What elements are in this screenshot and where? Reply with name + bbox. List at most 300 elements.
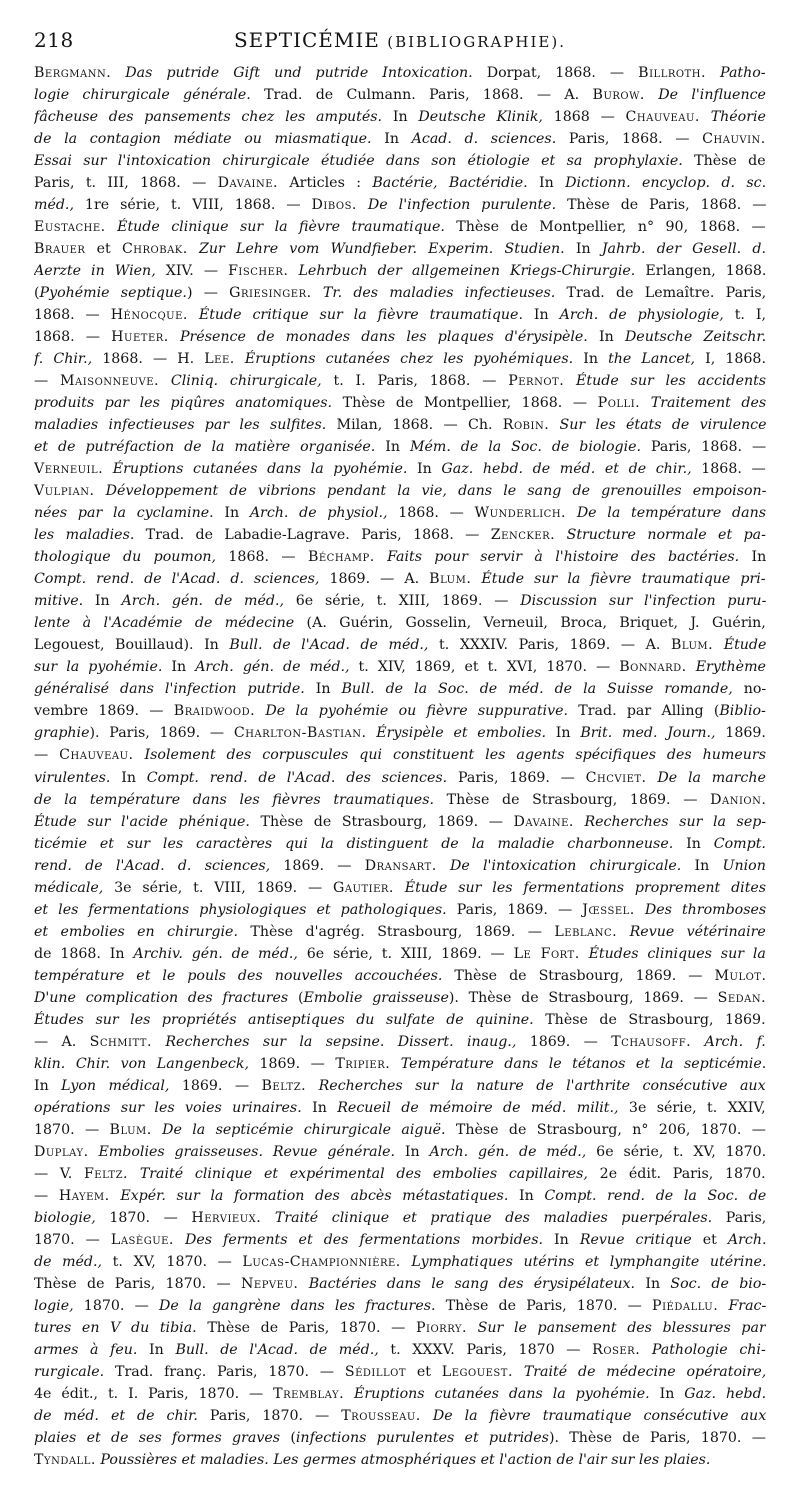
citation-text bbox=[94, 483, 105, 499]
title-text: Union bbox=[722, 857, 766, 874]
title-text: rurgicale. bbox=[34, 1363, 105, 1380]
text-line bbox=[34, 656, 766, 678]
text-line bbox=[34, 1119, 766, 1141]
text-line bbox=[34, 62, 766, 84]
title-text: généralisé dans l'infection putride. bbox=[34, 681, 305, 698]
author-name: Piédallu. bbox=[652, 1297, 719, 1314]
title-text: klin. Chir. von Langenbeck, bbox=[34, 1055, 249, 1072]
citation-text bbox=[687, 659, 696, 675]
title-text: Érysipèle et embolies. bbox=[376, 725, 547, 742]
title-text: De l'intoxication chirurgicale. bbox=[449, 857, 682, 874]
text-line bbox=[34, 811, 766, 833]
title-text: les maladies. bbox=[34, 527, 135, 544]
title-text: Zur Lehre vom Wundfieber. Experim. Studien. bbox=[199, 241, 565, 258]
title-text: Structure normale et pa- bbox=[566, 527, 766, 544]
text-line bbox=[34, 480, 766, 502]
author-name: Tripier. bbox=[335, 1055, 391, 1072]
citation-text: 1870. — bbox=[34, 1121, 110, 1138]
text-line bbox=[34, 414, 766, 436]
author-name: Leblanc. bbox=[554, 923, 618, 940]
citation-text: In bbox=[301, 1099, 338, 1116]
citation-text: Thèse d'agrég. Strasbourg, 1869. — bbox=[237, 923, 555, 940]
author-name: Béchamp. bbox=[307, 549, 375, 566]
text-line bbox=[34, 1251, 766, 1273]
citation-text bbox=[375, 549, 387, 565]
title-text: Embolies graisseuses. Revue générale. bbox=[98, 1143, 396, 1160]
title-text: Compt. rend. de la Soc. de bbox=[544, 1187, 766, 1204]
citation-text: — V. bbox=[34, 1165, 84, 1182]
title-text: produits par les piqûres anatomiques. bbox=[34, 395, 333, 412]
title-text: Compt. rend. de l'Acad. d. sciences, bbox=[34, 571, 320, 588]
citation-text: t. XXXIV. Paris, 1869. — A. bbox=[428, 637, 671, 654]
citation-text bbox=[390, 1056, 401, 1072]
text-line bbox=[34, 700, 766, 722]
citation-text: In bbox=[213, 505, 250, 522]
author-name: Duplay. bbox=[34, 1143, 89, 1160]
text-line bbox=[34, 238, 766, 260]
citation-text bbox=[106, 219, 117, 235]
citation-text bbox=[188, 307, 199, 323]
citation-text: t. I. Paris, 1868. — bbox=[321, 373, 509, 390]
title-text: De la température dans bbox=[576, 505, 766, 522]
text-line bbox=[34, 502, 766, 524]
author-name: Nepveu. bbox=[240, 1275, 299, 1292]
citation-text bbox=[298, 1276, 308, 1292]
citation-text bbox=[635, 902, 645, 918]
text-line bbox=[34, 943, 766, 965]
citation-text: 1869. — bbox=[270, 857, 365, 874]
title-text: Arch. gén. de méd., bbox=[429, 1143, 587, 1160]
citation-text bbox=[367, 725, 377, 741]
citation-text: 1869. bbox=[715, 725, 766, 742]
title-text: Température dans le tétanos et la septicémie. bbox=[400, 1055, 766, 1072]
title-text: Gaz. hebd. bbox=[684, 1385, 766, 1402]
citation-text: I, 1868. bbox=[695, 351, 766, 368]
citation-text bbox=[617, 924, 629, 940]
title-text: Revue critique bbox=[579, 1231, 692, 1248]
author-name: Dibos. bbox=[311, 197, 357, 214]
citation-text: In bbox=[573, 351, 609, 368]
citation-text: ( bbox=[34, 285, 40, 302]
author-name: Hueter. bbox=[111, 329, 169, 346]
text-line bbox=[34, 172, 766, 194]
citation-text: — bbox=[34, 373, 61, 390]
citation-text bbox=[713, 637, 724, 653]
citation-text: In bbox=[137, 1341, 176, 1358]
title-text: Frac- bbox=[728, 1297, 766, 1314]
citation-text: Thèse de Strasbourg, 1869. — bbox=[433, 791, 711, 808]
text-line bbox=[34, 150, 766, 172]
citation-text: In bbox=[162, 659, 196, 676]
text-line bbox=[34, 216, 766, 238]
title-text: et embolies en chirurgie. bbox=[34, 923, 238, 940]
title-text: Arch. bbox=[727, 1231, 766, 1248]
citation-text: ( bbox=[280, 1429, 296, 1446]
author-name: Davaine. bbox=[513, 813, 574, 830]
author-name: Fischer. bbox=[228, 263, 289, 280]
title-text: De la pyohémie ou fièvre suppurative. bbox=[265, 703, 568, 720]
author-name: Sedan. bbox=[717, 989, 766, 1006]
text-line bbox=[34, 833, 766, 855]
citation-text bbox=[111, 65, 125, 81]
text-line bbox=[34, 612, 766, 634]
text-line bbox=[34, 1009, 766, 1031]
text-line bbox=[34, 282, 766, 304]
citation-text: Dorpat, 1868. — bbox=[472, 65, 639, 81]
citation-text: (A. Guérin, Gosselin, Verneuil, Broca, Briquet, J. Guérin, bbox=[294, 615, 766, 632]
author-name: Blum. bbox=[670, 637, 714, 654]
title-text: température et le pouls des nouvelles accouchées. bbox=[34, 967, 443, 984]
citation-text: 3e série, t. VIII, 1869. — bbox=[103, 879, 333, 896]
text-line bbox=[34, 877, 766, 899]
bibliography-text bbox=[34, 62, 766, 1471]
citation-text: 1870. — bbox=[34, 1231, 111, 1248]
text-line bbox=[34, 348, 766, 370]
author-name: Lee. bbox=[204, 351, 235, 368]
citation-text bbox=[261, 1210, 275, 1226]
title-text: Recherches sur la sep- bbox=[584, 813, 766, 830]
citation-text: et bbox=[85, 241, 122, 258]
author-name: Chrobak. bbox=[121, 241, 188, 258]
citation-text: 1869. — bbox=[516, 1033, 612, 1050]
title-text: Des thromboses bbox=[644, 901, 766, 918]
citation-text bbox=[401, 1254, 412, 1270]
text-line bbox=[34, 568, 766, 590]
citation-text: Trad. de Culmann. Paris, 1868. — A. bbox=[250, 87, 593, 104]
title-text: Patho- bbox=[720, 65, 766, 81]
title-text: De la marche bbox=[657, 769, 766, 786]
title-text: opérations sur les voies urinaires. bbox=[34, 1099, 302, 1116]
citation-text bbox=[394, 880, 405, 896]
title-text: Étude bbox=[723, 637, 766, 654]
running-head bbox=[34, 28, 766, 52]
text-line bbox=[34, 458, 766, 480]
title-text: armes à feu. bbox=[34, 1341, 138, 1358]
title-text: Pyohémie septique. bbox=[39, 285, 187, 302]
text-line bbox=[34, 546, 766, 568]
citation-text: Trad. par Alling ( bbox=[568, 703, 720, 720]
text-line bbox=[34, 1273, 766, 1295]
citation-text: Trad. de Labadie-Lagrave. Paris, 1868. — bbox=[134, 527, 491, 544]
citation-text bbox=[89, 1144, 99, 1160]
title-text: de méd. et de chir. bbox=[34, 1407, 198, 1424]
author-name: Schmitt. bbox=[89, 1033, 152, 1050]
citation-text: ). Paris, 1869. — bbox=[89, 725, 234, 742]
author-name: Eustache. bbox=[34, 219, 106, 236]
citation-text: In bbox=[110, 769, 147, 786]
title-text: Arch. gén. de méd., bbox=[121, 593, 284, 610]
citation-text: Thèse de Strasbourg, 1869. — bbox=[442, 967, 715, 984]
citation-text: 1868. — bbox=[34, 307, 111, 324]
title-text: de la température dans les fièvres traumatiques. bbox=[34, 791, 434, 808]
text-line bbox=[34, 260, 766, 282]
title-text: Traité clinique et expérimental des embolies capillaires, bbox=[139, 1165, 588, 1182]
citation-text bbox=[152, 1034, 165, 1050]
citation-text: ). Thèse de Paris, 1870. — bbox=[548, 1429, 766, 1446]
author-name: Bergmann. bbox=[34, 65, 112, 81]
title-text: logie chirurgicale générale. bbox=[34, 87, 251, 104]
citation-text bbox=[555, 527, 566, 543]
text-line bbox=[34, 128, 766, 150]
citation-text: 4e édit., t. I. Paris, 1870. — bbox=[34, 1385, 274, 1402]
running-head-title: SEPTICÉMIE bbox=[233, 28, 380, 52]
title-text: Bull. de l'Acad. de méd., bbox=[229, 637, 429, 654]
citation-text: 1868. — H. bbox=[92, 351, 205, 368]
author-name: Lucas-Championnière. bbox=[242, 1253, 401, 1270]
author-name: Hervieux. bbox=[191, 1209, 262, 1226]
title-text: Dictionn. encyclop. d. sc. bbox=[565, 175, 766, 192]
title-text: Traité clinique et pratique des maladies puerpérales. bbox=[274, 1209, 713, 1226]
title-text: Recherches sur la sepsine. Dissert. inaug., bbox=[165, 1033, 517, 1050]
text-line bbox=[34, 392, 766, 414]
author-name: Chauveau. bbox=[59, 747, 134, 764]
citation-text bbox=[700, 109, 711, 125]
title-text: Discussion sur l'infection puru- bbox=[520, 593, 766, 610]
citation-text: In bbox=[83, 593, 122, 610]
text-line bbox=[34, 304, 766, 326]
author-name: Piorry. bbox=[415, 1319, 468, 1336]
citation-text: Thèse de Paris, 1870. — bbox=[196, 1319, 416, 1336]
title-text: Gaz. hebd. de méd. et de chir., bbox=[441, 461, 692, 478]
author-name: Verneuil. bbox=[34, 461, 104, 478]
title-text: Faits pour servir à l'histoire des bactéries. bbox=[387, 549, 740, 566]
citation-text: Thèse de Strasbourg, n° 206, 1870. — bbox=[445, 1121, 766, 1138]
citation-text: Paris, 1869. — bbox=[446, 901, 583, 918]
citation-text: 1868. — bbox=[691, 461, 766, 478]
title-text: nées par la cyclamine. bbox=[34, 505, 214, 522]
title-text: Arch. de physiol., bbox=[249, 505, 388, 522]
text-line bbox=[34, 370, 766, 392]
title-text: et de putréfaction de la matière organisée. bbox=[34, 439, 376, 456]
citation-text: t. XIV, 1869, et t. XVI, 1870. — bbox=[349, 659, 620, 676]
citation-text bbox=[174, 1232, 185, 1248]
author-name: Burow. bbox=[592, 87, 645, 104]
title-text: Lymphatiques utérins et lymphangite utérine. bbox=[411, 1253, 766, 1270]
citation-text: et bbox=[691, 1231, 728, 1248]
text-line bbox=[34, 1295, 766, 1317]
author-name: Le Fort. bbox=[513, 945, 580, 962]
citation-text: 1re série, t. VIII, 1868. — bbox=[73, 197, 312, 214]
citation-text: In bbox=[407, 461, 442, 478]
citation-text: Thèse de bbox=[682, 153, 766, 170]
citation-text: Thèse de Paris, 1868. — bbox=[556, 197, 766, 214]
title-text: biologie, bbox=[34, 1209, 96, 1226]
title-text: Revue vétérinaire bbox=[629, 923, 766, 940]
page-header bbox=[34, 28, 766, 58]
title-text: mitive. bbox=[34, 593, 84, 610]
title-text: infections purulentes et putrides bbox=[295, 1429, 549, 1446]
author-name: Polli. bbox=[597, 395, 641, 412]
citation-text: 1868. — bbox=[387, 505, 475, 522]
title-text: Étude clinique sur la fièvre traumatique. bbox=[117, 219, 445, 236]
citation-text bbox=[467, 1320, 478, 1336]
title-text: Traitement des bbox=[650, 395, 766, 412]
citation-text bbox=[288, 263, 298, 279]
author-name: Zencker. bbox=[490, 527, 556, 544]
title-text: Étude sur les fermentations proprement dites bbox=[404, 879, 766, 896]
title-text: sur la pyohémie. bbox=[34, 659, 163, 676]
text-line bbox=[34, 1449, 766, 1471]
text-line bbox=[34, 634, 766, 656]
citation-text: Trad. de Lemaître. Paris, bbox=[555, 285, 766, 302]
text-line bbox=[34, 855, 766, 877]
author-name: Davaine. bbox=[217, 175, 279, 192]
text-line bbox=[34, 722, 766, 744]
title-text: Bull. de l'Acad. de méd., bbox=[175, 1341, 379, 1358]
author-name: Trousseau. bbox=[341, 1407, 421, 1424]
citation-text: In bbox=[673, 835, 714, 852]
citation-text: Paris, 1868. — bbox=[641, 439, 766, 456]
title-text: Poussières et maladies. Les germes atmosphériques et l'action de l'air sur les plaies. bbox=[100, 1451, 711, 1468]
text-line bbox=[34, 436, 766, 458]
author-name: Brauer bbox=[34, 241, 86, 258]
author-name: Chauveau. bbox=[625, 109, 700, 126]
author-name: Braidwood. bbox=[173, 703, 256, 720]
citation-text bbox=[421, 1408, 433, 1424]
author-name: Jœssel. bbox=[582, 901, 635, 918]
author-name: Chcviet. bbox=[585, 769, 647, 786]
title-text: the Lancet, bbox=[608, 351, 695, 368]
text-line bbox=[34, 1383, 766, 1405]
title-text: Théorie bbox=[710, 109, 766, 126]
text-line bbox=[34, 194, 766, 216]
author-name: Blum. bbox=[109, 1121, 152, 1138]
citation-text bbox=[640, 395, 651, 411]
title-text: Jahrb. der Gesell. d. bbox=[601, 241, 766, 258]
citation-text: In bbox=[34, 1077, 62, 1094]
citation-text: et bbox=[406, 1363, 442, 1380]
title-text: thologique du poumon, bbox=[34, 549, 217, 566]
citation-text: Thèse de Montpellier, n° 90, 1868. — bbox=[444, 219, 766, 236]
text-line bbox=[34, 84, 766, 106]
citation-text: In bbox=[527, 175, 566, 192]
citation-text: In bbox=[382, 109, 419, 126]
author-name: Chauvin. bbox=[702, 131, 766, 148]
citation-text bbox=[152, 1122, 162, 1138]
title-text: Éruptions cutanées dans la pyohémie. bbox=[112, 461, 408, 478]
title-text: Recherches sur la nature de l'arthrite consécutive aux bbox=[318, 1077, 766, 1094]
title-text: Traité de médecine opératoire, bbox=[523, 1363, 766, 1380]
title-text: Bull. de la Soc. de méd. de la Suisse romande, bbox=[341, 681, 733, 698]
citation-text: 1869. — bbox=[248, 1055, 336, 1072]
citation-text: Thèse de Strasbourg, 1869. bbox=[533, 1011, 766, 1028]
citation-text: In bbox=[681, 857, 723, 874]
title-text: Étude sur la fièvre traumatique pri- bbox=[481, 571, 766, 588]
author-name: Pernot. bbox=[508, 373, 565, 390]
citation-text: In bbox=[371, 131, 412, 148]
author-name: Legouest. bbox=[441, 1363, 513, 1380]
author-name: Feltz. bbox=[83, 1165, 129, 1182]
title-text: Arch. gén. de méd., bbox=[195, 659, 350, 676]
title-text: rend. de l'Acad. d. sciences, bbox=[34, 857, 271, 874]
title-text: graphie bbox=[34, 725, 90, 742]
author-name: Wunderlich. bbox=[474, 505, 567, 522]
citation-text: Thèse de Paris, 1870. — bbox=[435, 1297, 653, 1314]
title-text: Compt. rend. de l'Acad. des sciences. bbox=[146, 769, 448, 786]
title-text: logie, bbox=[34, 1297, 74, 1314]
citation-text: 6e série, t. XV, 1870. bbox=[586, 1143, 766, 1160]
citation-text bbox=[566, 505, 577, 521]
citation-text bbox=[706, 65, 720, 81]
citation-text bbox=[255, 703, 265, 719]
title-text: ticémie et sur les caractères qui la distinguent de la maladie charbonneuse. bbox=[34, 835, 674, 852]
author-name: Gautier. bbox=[332, 879, 394, 896]
title-text: Éruptions cutanées chez les pyohémiques. bbox=[244, 351, 574, 368]
citation-text bbox=[513, 1364, 524, 1380]
author-name: Vulpian. bbox=[34, 483, 95, 500]
title-text: Erythème bbox=[695, 659, 766, 676]
title-text: Bactérie, Bactéridie. bbox=[372, 175, 528, 192]
author-name: Maisonneuve. bbox=[60, 373, 160, 390]
author-name: Tyndall. bbox=[34, 1451, 96, 1468]
text-line bbox=[34, 590, 766, 612]
citation-text: — bbox=[34, 1187, 59, 1204]
citation-text bbox=[645, 87, 658, 103]
title-text: Sur les états de virulence bbox=[559, 417, 766, 434]
title-text: Lehrbuch der allgemeinen Kriegs-Chirurgie. bbox=[298, 263, 636, 280]
title-text: Présence de monades dans les plaques d'érysipèle. bbox=[179, 329, 588, 346]
title-text: Étude sur l'acide phénique. bbox=[34, 813, 250, 830]
text-line bbox=[34, 987, 766, 1009]
title-text: lente à l'Académie de médecine bbox=[34, 615, 295, 632]
citation-text: In bbox=[739, 549, 766, 566]
title-text: Das putride Gift und putride Intoxication. bbox=[125, 65, 473, 81]
page-number: 218 bbox=[34, 28, 74, 52]
title-text: De la fièvre traumatique consécutive aux bbox=[432, 1407, 766, 1424]
text-line bbox=[34, 1229, 766, 1251]
text-line bbox=[34, 1163, 766, 1185]
citation-text: ( bbox=[288, 989, 304, 1006]
author-name: Sédillot bbox=[344, 1363, 407, 1380]
citation-text: Trad. franç. Paris, 1870. — bbox=[104, 1363, 345, 1380]
title-text: Cliniq. chirurgicale, bbox=[170, 373, 322, 390]
title-text: Compt. bbox=[713, 835, 766, 852]
citation-text: — bbox=[34, 747, 60, 764]
title-text: de méd., bbox=[34, 1253, 103, 1270]
author-name: Griesinger. bbox=[229, 285, 312, 302]
citation-text: XIV. — bbox=[155, 263, 229, 280]
citation-text: In bbox=[522, 307, 560, 324]
citation-text: In bbox=[635, 1275, 671, 1292]
author-name: Roser. bbox=[592, 1341, 641, 1358]
title-text: Soc. de bio- bbox=[670, 1275, 766, 1292]
text-line bbox=[34, 106, 766, 128]
citation-text: In bbox=[304, 681, 342, 698]
citation-text: 1870. — bbox=[95, 1209, 192, 1226]
title-text: De l'infection purulente. bbox=[367, 197, 557, 214]
citation-text: In bbox=[543, 1231, 580, 1248]
citation-text bbox=[437, 858, 450, 874]
title-text: Sur le pansement des blessures par bbox=[477, 1319, 766, 1336]
title-text: Développement de vibrions pendant la vie, dans le sang de grenouilles empoison- bbox=[105, 483, 766, 500]
citation-text: 3e série, t. XXIV, bbox=[618, 1099, 766, 1116]
citation-text: t. XXXV. Paris, 1870 — bbox=[378, 1341, 593, 1358]
text-line bbox=[34, 767, 766, 789]
author-name: Blum. bbox=[429, 571, 472, 588]
citation-text: In bbox=[649, 1385, 685, 1402]
author-name: Hénocque. bbox=[110, 307, 188, 324]
citation-text: 2e édit. Paris, 1870. bbox=[587, 1165, 766, 1182]
text-line bbox=[34, 921, 766, 943]
citation-text bbox=[549, 417, 559, 433]
title-text: Recueil de mémoire de méd. milit., bbox=[337, 1099, 619, 1116]
text-line bbox=[34, 1207, 766, 1229]
citation-text: Thèse de Strasbourg, 1869. — bbox=[249, 813, 514, 830]
citation-text: — A. bbox=[34, 1033, 90, 1050]
citation-text: t. I, bbox=[723, 307, 766, 324]
text-line bbox=[34, 1317, 766, 1339]
author-name: Mulot. bbox=[714, 967, 766, 984]
